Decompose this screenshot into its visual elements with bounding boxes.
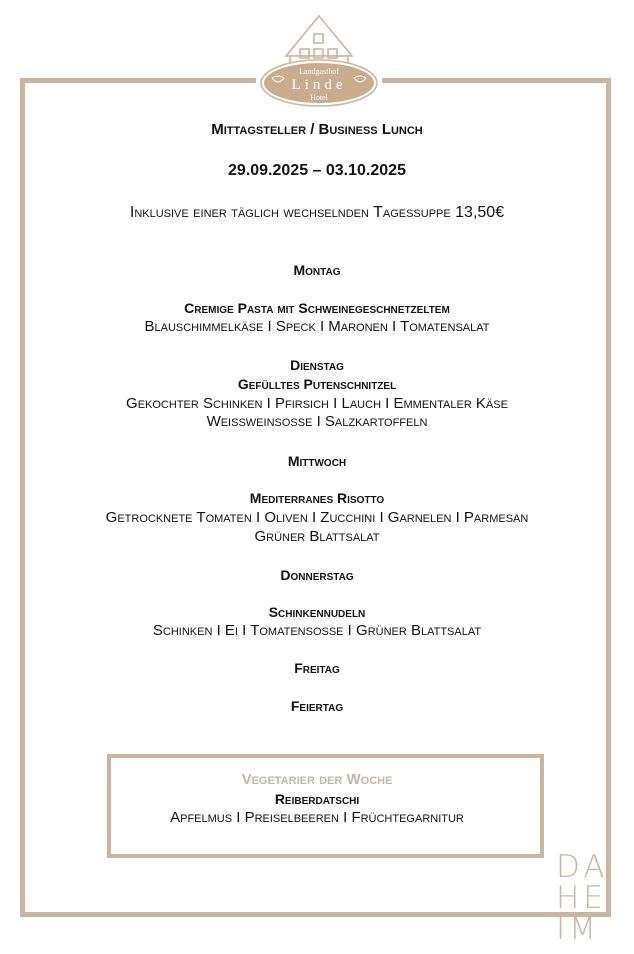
vegetarian-dish: Reiberdatschi: [274, 791, 360, 807]
menu-dates: 29.09.2025 – 03.10.2025: [228, 162, 406, 179]
dish-tuesday: Gefülltes Putenschnitzel: [237, 376, 397, 392]
hotel-logo: [256, 12, 382, 108]
brand-line2: HE: [556, 880, 607, 916]
vegetarian-details: Apfelmus I Preiselbeeren I Früchtegarnitur: [170, 809, 464, 826]
day-thursday: Donnerstag: [280, 567, 354, 583]
logo-line3: Hotel: [310, 93, 328, 102]
details-monday: Blauschimmelkäse I Speck I Maronen I Tomatensalat: [144, 318, 490, 335]
menu-title: Mittagsteller / Business Lunch: [211, 121, 423, 138]
dish-thursday: Schinkennudeln: [268, 604, 366, 620]
daheim-brand-mark: [556, 849, 609, 947]
soup-note: Inklusive einer täglich wechselnden Tagessuppe 13,50€: [129, 204, 505, 221]
dish-monday: Cremige Pasta mit Schweinegeschnetzeltem: [184, 300, 450, 316]
logo-line1: Landgasthof: [299, 67, 339, 76]
brand-line1: DA: [556, 849, 609, 885]
details-thursday: Schinken I Ei I Tomatensoße I Grüner Blattsalat: [152, 622, 482, 639]
details-wednesday-2: Grüner Blattsalat: [254, 528, 380, 545]
details-wednesday-1: Getrocknete Tomaten I Oliven I Zucchini I Garnelen I Parmesan: [105, 509, 529, 526]
day-tuesday: Dienstag: [290, 357, 344, 373]
details-tuesday-1: Gekochter Schinken I Pfirsich I Lauch I Emmentaler Käse: [126, 395, 508, 412]
dish-friday: Feiertag: [290, 698, 344, 714]
brand-line3: IM: [556, 911, 600, 947]
day-friday: Freitag: [294, 660, 340, 676]
details-tuesday-2: Weißweinsoße I Salzkartoffeln: [206, 413, 428, 430]
day-wednesday: Mittwoch: [287, 453, 347, 469]
house-logo-icon: [256, 12, 382, 108]
vegetarian-title: Vegetarier der Woche: [241, 771, 393, 788]
dish-wednesday: Mediterranes Risotto: [249, 490, 385, 506]
day-monday: Montag: [293, 262, 341, 278]
logo-line2: Linde: [291, 77, 347, 93]
